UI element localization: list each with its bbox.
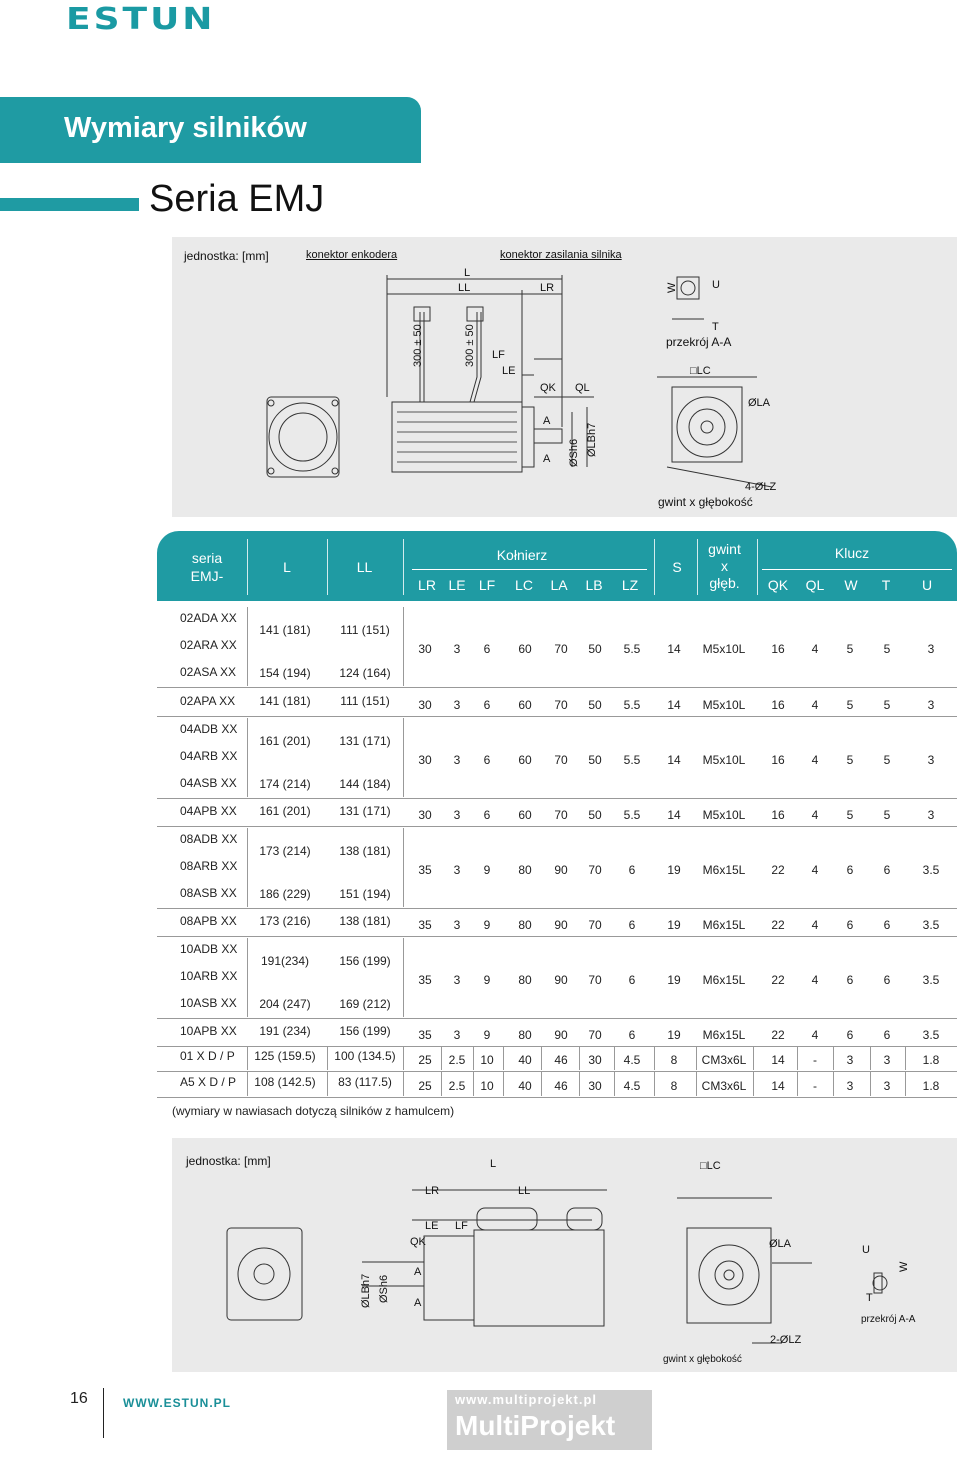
value-cell: 4 [811,641,819,656]
header-LR: LR [418,577,436,593]
value-cell: 50 [588,807,602,822]
dim-Sh6: ØSh6 [568,438,580,467]
value-cell: 6 [483,697,491,712]
dim2-LL: LL [518,1185,531,1197]
value-cell: 5 [883,807,891,822]
value-cell: 6 [628,972,636,987]
value-cell: 60 [518,641,532,656]
L-cell: 141 (181) [259,693,311,708]
dim-LZ: 4-ØLZ [745,481,777,493]
value-cell: 9 [483,917,491,932]
value-cell: 19 [667,972,681,987]
header-QL: QL [805,577,825,593]
LL-cell: 83 (117.5) [338,1075,392,1089]
value-cell: 50 [588,641,602,656]
dim-LBh7: ØLBh7 [586,422,598,457]
value-cell: 30 [418,641,432,656]
value-cell: 5.5 [623,752,641,767]
power-connector-label: konektor zasilania silnika [500,249,622,261]
value-cell: 6 [846,972,854,987]
model-cell: 10ASB XX [180,995,237,1010]
value-cell: 5 [846,697,854,712]
model-cell: 04ADB XX [180,721,238,736]
page-title: Wymiary silników [64,112,307,144]
value-cell: 19 [667,1027,681,1042]
value-cell: 30 [588,1079,602,1093]
model-cell: 02ASA XX [180,664,237,679]
LL-cell: 131 (171) [339,803,391,818]
value-cell: 6 [483,641,491,656]
LL-cell: 151 (194) [339,887,391,901]
dim-LE: LE [502,365,516,377]
value-cell: 14 [667,641,681,656]
header-L: L [283,559,291,575]
value-cell: 3.5 [922,972,940,987]
LL-cell: 111 (151) [340,693,390,708]
value-cell: 6 [628,1027,636,1042]
header-thread: gwint x głęb. [708,541,741,591]
value-cell: 3 [453,862,461,877]
motor-drawing-1 [172,237,957,517]
model-cell: 02ARA XX [180,637,237,652]
value-cell: 9 [483,862,491,877]
dim-cable-2: 300 ± 50 [464,324,476,367]
dim2-A-bottom: A [414,1297,422,1309]
value-cell: 6 [483,807,491,822]
model-cell: 10ADB XX [180,941,238,956]
dim2-U: U [862,1244,870,1256]
section-label-2: przekrój A-A [861,1314,916,1325]
dim-A-top: A [543,415,551,427]
header-U: U [921,577,933,593]
value-cell: 22 [771,917,785,932]
value-cell: 5.5 [623,641,641,656]
dim-LR: LR [540,282,555,294]
footer-divider [103,1388,104,1438]
header-LA: LA [550,577,568,593]
LL-cell: 100 (134.5) [334,1049,396,1063]
value-cell: 4 [811,862,819,877]
value-cell: 35 [418,917,432,932]
value-cell: 14 [667,697,681,712]
value-cell: M6x15L [702,862,746,877]
header-LL: LL [356,559,373,575]
section-label: przekrój A-A [666,335,732,349]
value-cell: 3 [453,972,461,987]
dim2-LZ: 2-ØLZ [770,1334,802,1346]
model-cell: 08ADB XX [180,831,238,846]
thread-label-2: gwint x głębokość [663,1354,742,1365]
series-accent-bar [0,198,139,211]
header-QK: QK [767,577,789,593]
LL-cell: 156 (199) [339,1023,391,1038]
value-cell: 80 [518,862,532,877]
value-cell: 3 [927,641,935,656]
value-cell: 5 [846,752,854,767]
value-cell: 3 [453,697,461,712]
value-cell: 3.5 [922,917,940,932]
value-cell: 3 [883,1079,891,1093]
L-cell: 173 (214) [259,844,311,858]
value-cell: 5 [846,641,854,656]
value-cell: 3 [883,1053,891,1067]
value-cell: 16 [771,641,785,656]
LL-cell: 144 (184) [339,777,391,791]
value-cell: 70 [588,1027,602,1042]
dim2-W: W [898,1261,910,1272]
value-cell: 70 [554,807,568,822]
value-cell: 2.5 [448,1053,466,1067]
value-cell: 90 [554,862,568,877]
value-cell: 4.5 [623,1053,641,1067]
value-cell: 9 [483,972,491,987]
L-cell: 191 (234) [259,1023,311,1038]
dim2-L: L [490,1158,497,1170]
value-cell: 3 [927,807,935,822]
value-cell: 25 [418,1053,432,1067]
value-cell: 3.5 [922,862,940,877]
model-cell: 04APB XX [180,803,237,818]
value-cell: 16 [771,752,785,767]
value-cell: 5 [883,641,891,656]
value-cell: 5 [883,697,891,712]
value-cell: 3 [453,807,461,822]
value-cell: 2.5 [448,1079,466,1093]
value-cell: 3 [927,752,935,767]
dim2-T: T [866,1292,873,1304]
value-cell: 60 [518,697,532,712]
header-flange: Kołnierz [496,547,548,563]
header-W: W [844,577,858,593]
value-cell: 80 [518,972,532,987]
value-cell: 70 [554,697,568,712]
value-cell: 6 [846,917,854,932]
value-cell: M5x10L [702,641,746,656]
value-cell: 14 [771,1053,785,1067]
model-cell: 01 X D / P [180,1049,235,1063]
value-cell: 40 [518,1053,532,1067]
LL-cell: 124 (164) [339,666,391,680]
value-cell: 10 [480,1053,494,1067]
value-cell: 46 [554,1079,568,1093]
LL-cell: 138 (181) [339,844,391,858]
header-LB: LB [585,577,603,593]
series-title: Seria EMJ [149,178,325,220]
model-cell: 10APB XX [180,1023,237,1038]
model-cell: 02ADA XX [180,610,237,625]
value-cell: M6x15L [702,917,746,932]
page-number: 16 [70,1390,88,1407]
value-cell: 5.5 [623,697,641,712]
value-cell: 80 [518,1027,532,1042]
value-cell: 4 [811,697,819,712]
unit-label: jednostka: [mm] [184,249,269,263]
LL-cell: 169 (212) [339,997,391,1011]
value-cell: 70 [588,972,602,987]
value-cell: 6 [628,917,636,932]
header-series: seria EMJ- [190,550,224,584]
L-cell: 173 (216) [259,913,311,928]
dim2-QK: QK [410,1236,426,1248]
value-cell: 80 [518,917,532,932]
value-cell: 9 [483,1027,491,1042]
header-T: T [881,577,891,593]
value-cell: 25 [418,1079,432,1093]
value-cell: 5.5 [623,807,641,822]
dim2-LF: LF [455,1220,468,1232]
LL-cell: 131 (171) [339,734,391,748]
watermark-logo: MultiProjekt [455,1410,616,1441]
value-cell: 4 [811,752,819,767]
LL-cell: 156 (199) [339,954,391,968]
dim2-LE: LE [425,1220,439,1232]
value-cell: 4.5 [623,1079,641,1093]
dim-cable-1: 300 ± 50 [412,324,424,367]
L-cell: 191(234) [260,954,310,968]
value-cell: 3 [846,1053,854,1067]
dim-L: L [464,267,471,279]
value-cell: 3 [453,641,461,656]
model-cell: 08APB XX [180,913,237,928]
value-cell: 10 [480,1079,494,1093]
value-cell: 1.8 [922,1079,940,1093]
header-LF: LF [478,577,496,593]
dim2-LA: ØLA [769,1238,792,1250]
value-cell: 35 [418,862,432,877]
value-cell: 4 [811,972,819,987]
dim-LF: LF [492,349,505,361]
value-cell: 35 [418,1027,432,1042]
header-LE: LE [448,577,466,593]
value-cell: 50 [588,752,602,767]
value-cell: 22 [771,862,785,877]
L-cell: 174 (214) [259,777,311,791]
value-cell: 14 [667,807,681,822]
LL-cell: 111 (151) [340,623,390,637]
value-cell: 3.5 [922,1027,940,1042]
dim-LL: LL [458,282,471,294]
model-cell: 04ASB XX [180,775,237,790]
value-cell: 35 [418,972,432,987]
dim2-Sh6: ØSh6 [378,1274,390,1303]
value-cell: 60 [518,752,532,767]
brake-note: (wymiary w nawiasach dotyczą silników z hamulcem) [172,1104,455,1118]
value-cell: 3 [453,917,461,932]
dim-A-bottom: A [543,453,551,465]
value-cell: 6 [483,752,491,767]
value-cell: 70 [554,641,568,656]
value-cell: 6 [883,1027,891,1042]
value-cell: 46 [554,1053,568,1067]
model-cell: 02APA XX [180,693,236,708]
dim2-LC: □LC [700,1160,721,1172]
value-cell: 3 [453,1027,461,1042]
value-cell: M6x15L [702,972,746,987]
value-cell: M5x10L [702,807,746,822]
model-cell: 04ARB XX [180,748,238,763]
value-cell: 4 [811,807,819,822]
dim-LC: □LC [690,365,711,377]
value-cell: 90 [554,972,568,987]
value-cell: 4 [811,917,819,932]
diagram-panel-2 [172,1138,957,1372]
footer-url[interactable]: WWW.ESTUN.PL [123,1396,231,1410]
header-key: Klucz [834,545,870,561]
thread-label: gwint x głębokość [658,495,753,509]
value-cell: 30 [418,697,432,712]
dim-QK: QK [540,382,556,394]
value-cell: 6 [883,917,891,932]
value-cell: - [813,1079,817,1093]
dim2-LR: LR [425,1185,440,1197]
value-cell: 6 [846,862,854,877]
header-S: S [672,559,682,575]
value-cell: 8 [670,1053,678,1067]
value-cell: CM3x6L [701,1053,747,1067]
model-cell: A5 X D / P [180,1075,237,1089]
encoder-connector-label: konektor enkodera [306,249,398,261]
value-cell: 6 [883,862,891,877]
L-cell: 161 (201) [259,803,311,818]
motor-drawing-2 [172,1138,957,1372]
value-cell: 16 [771,807,785,822]
L-cell: 161 (201) [259,734,311,748]
value-cell: 70 [554,752,568,767]
estun-logo: ESTUN [66,2,216,37]
L-cell: 204 (247) [259,997,311,1011]
dim2-LBh7: ØLBh7 [360,1273,372,1308]
diagram-panel-1 [172,237,957,517]
table-header [157,531,957,601]
value-cell: 19 [667,862,681,877]
value-cell: 3 [927,697,935,712]
dim2-A-top: A [414,1266,422,1278]
dim-LA: ØLA [748,397,771,409]
value-cell: M6x15L [702,1027,746,1042]
model-cell: 08ARB XX [180,858,238,873]
value-cell: 3 [453,752,461,767]
L-cell: 141 (181) [259,623,311,637]
value-cell: M5x10L [702,752,746,767]
value-cell: 90 [554,917,568,932]
value-cell: 16 [771,697,785,712]
value-cell: 30 [588,1053,602,1067]
dim-QL: QL [575,382,590,394]
value-cell: 70 [588,862,602,877]
value-cell: 30 [418,752,432,767]
dim-U: U [712,279,720,291]
L-cell: 186 (229) [259,887,311,901]
header-LZ: LZ [621,577,639,593]
value-cell: 3 [846,1079,854,1093]
value-cell: 5 [846,807,854,822]
value-cell: 30 [418,807,432,822]
watermark-url: www.multiprojekt.pl [455,1392,598,1407]
value-cell: 6 [628,862,636,877]
dim-T: T [712,321,719,333]
value-cell: 40 [518,1079,532,1093]
model-cell: 08ASB XX [180,885,237,900]
unit-label-2: jednostka: [mm] [186,1154,271,1168]
model-cell: 10ARB XX [180,968,238,983]
value-cell: 1.8 [922,1053,940,1067]
value-cell: M5x10L [702,697,746,712]
value-cell: 22 [771,1027,785,1042]
value-cell: 6 [883,972,891,987]
L-cell: 125 (159.5) [254,1049,316,1063]
value-cell: CM3x6L [701,1079,747,1093]
value-cell: 8 [670,1079,678,1093]
value-cell: 14 [667,752,681,767]
value-cell: 19 [667,917,681,932]
dim-W: W [666,282,678,293]
LL-cell: 138 (181) [339,913,391,928]
L-cell: 154 (194) [259,666,311,680]
value-cell: 60 [518,807,532,822]
L-cell: 108 (142.5) [254,1075,316,1089]
value-cell: 70 [588,917,602,932]
value-cell: 50 [588,697,602,712]
value-cell: - [813,1053,817,1067]
value-cell: 14 [771,1079,785,1093]
value-cell: 90 [554,1027,568,1042]
value-cell: 5 [883,752,891,767]
header-LC: LC [515,577,533,593]
value-cell: 6 [846,1027,854,1042]
value-cell: 4 [811,1027,819,1042]
value-cell: 22 [771,972,785,987]
